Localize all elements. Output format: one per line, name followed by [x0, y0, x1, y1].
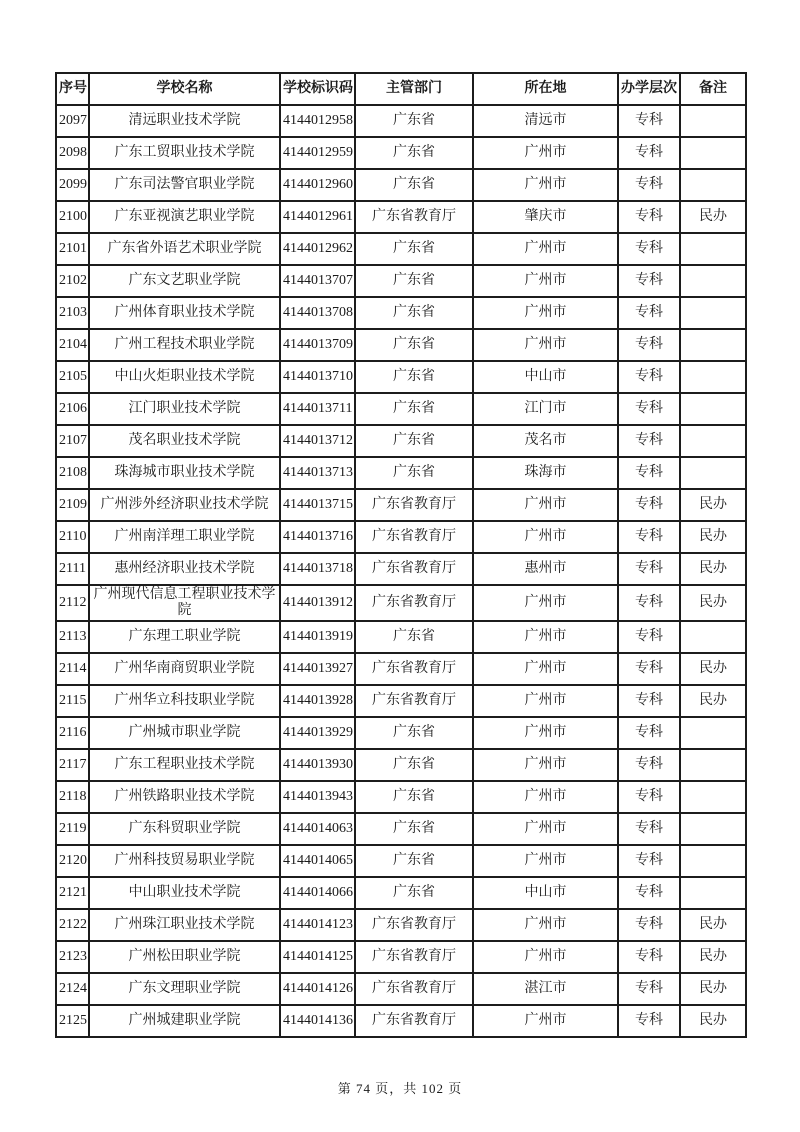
cell-serial-number: 2111 [56, 553, 89, 585]
table-row [56, 297, 746, 329]
cell-school-code: 4144013943 [280, 781, 355, 813]
cell-school-name: 广州华南商贸职业学院 [89, 653, 280, 685]
cell-school-code: 4144014123 [280, 909, 355, 941]
cell-remarks [680, 265, 746, 297]
cell-remarks: 民办 [680, 685, 746, 717]
cell-location: 广州市 [473, 169, 618, 201]
cell-school-code: 4144013713 [280, 457, 355, 489]
cell-location: 广州市 [473, 297, 618, 329]
cell-school-name: 广东亚视演艺职业学院 [89, 201, 280, 233]
cell-education-level: 专科 [618, 521, 680, 553]
cell-school-code: 4144012959 [280, 137, 355, 169]
cell-supervising-department: 广东省教育厅 [355, 585, 473, 621]
cell-education-level: 专科 [618, 233, 680, 265]
table-row [56, 137, 746, 169]
cell-supervising-department: 广东省教育厅 [355, 941, 473, 973]
cell-serial-number: 2114 [56, 653, 89, 685]
cell-school-code: 4144013712 [280, 425, 355, 457]
cell-school-name: 广州松田职业学院 [89, 941, 280, 973]
cell-location: 广州市 [473, 233, 618, 265]
cell-school-name: 广东科贸职业学院 [89, 813, 280, 845]
table-row [56, 521, 746, 553]
cell-location: 广州市 [473, 781, 618, 813]
cell-supervising-department: 广东省 [355, 265, 473, 297]
cell-school-name: 广东工贸职业技术学院 [89, 137, 280, 169]
cell-serial-number: 2097 [56, 105, 89, 137]
cell-supervising-department: 广东省 [355, 233, 473, 265]
cell-supervising-department: 广东省教育厅 [355, 489, 473, 521]
cell-remarks [680, 845, 746, 877]
cell-school-code: 4144013928 [280, 685, 355, 717]
cell-serial-number: 2120 [56, 845, 89, 877]
cell-location: 茂名市 [473, 425, 618, 457]
cell-serial-number: 2118 [56, 781, 89, 813]
table-row [56, 685, 746, 717]
cell-school-name: 广东工程职业技术学院 [89, 749, 280, 781]
cell-supervising-department: 广东省 [355, 457, 473, 489]
cell-remarks: 民办 [680, 1005, 746, 1037]
cell-remarks [680, 393, 746, 425]
cell-school-name: 江门职业技术学院 [89, 393, 280, 425]
cell-location: 广州市 [473, 265, 618, 297]
cell-supervising-department: 广东省教育厅 [355, 685, 473, 717]
cell-remarks: 民办 [680, 521, 746, 553]
cell-serial-number: 2125 [56, 1005, 89, 1037]
cell-school-name: 广州现代信息工程职业技术学院 [89, 585, 280, 621]
cell-supervising-department: 广东省 [355, 393, 473, 425]
cell-serial-number: 2098 [56, 137, 89, 169]
cell-supervising-department: 广东省 [355, 717, 473, 749]
cell-school-code: 4144012962 [280, 233, 355, 265]
cell-school-code: 4144013716 [280, 521, 355, 553]
cell-supervising-department: 广东省 [355, 621, 473, 653]
cell-school-name: 广州铁路职业技术学院 [89, 781, 280, 813]
cell-serial-number: 2104 [56, 329, 89, 361]
cell-education-level: 专科 [618, 621, 680, 653]
cell-school-code: 4144013929 [280, 717, 355, 749]
cell-education-level: 专科 [618, 105, 680, 137]
cell-supervising-department: 广东省 [355, 781, 473, 813]
cell-serial-number: 2124 [56, 973, 89, 1005]
table-row [56, 941, 746, 973]
cell-school-code: 4144013927 [280, 653, 355, 685]
cell-location: 广州市 [473, 749, 618, 781]
cell-education-level: 专科 [618, 329, 680, 361]
cell-school-code: 4144013711 [280, 393, 355, 425]
column-header-remarks: 备注 [680, 73, 746, 105]
cell-serial-number: 2108 [56, 457, 89, 489]
cell-education-level: 专科 [618, 717, 680, 749]
cell-supervising-department: 广东省 [355, 749, 473, 781]
table-row [56, 489, 746, 521]
cell-school-name: 广州南洋理工职业学院 [89, 521, 280, 553]
cell-school-code: 4144013919 [280, 621, 355, 653]
cell-school-code: 4144014066 [280, 877, 355, 909]
cell-location: 广州市 [473, 489, 618, 521]
cell-education-level: 专科 [618, 749, 680, 781]
cell-education-level: 专科 [618, 941, 680, 973]
table-row [56, 169, 746, 201]
cell-location: 江门市 [473, 393, 618, 425]
cell-education-level: 专科 [618, 201, 680, 233]
cell-school-code: 4144012958 [280, 105, 355, 137]
cell-school-name: 广州珠江职业技术学院 [89, 909, 280, 941]
cell-remarks [680, 781, 746, 813]
cell-supervising-department: 广东省教育厅 [355, 521, 473, 553]
cell-location: 广州市 [473, 845, 618, 877]
cell-location: 清远市 [473, 105, 618, 137]
cell-school-code: 4144013718 [280, 553, 355, 585]
cell-serial-number: 2109 [56, 489, 89, 521]
cell-serial-number: 2100 [56, 201, 89, 233]
column-header-supervising-department: 主管部门 [355, 73, 473, 105]
cell-location: 中山市 [473, 361, 618, 393]
cell-location: 珠海市 [473, 457, 618, 489]
cell-serial-number: 2122 [56, 909, 89, 941]
cell-education-level: 专科 [618, 297, 680, 329]
cell-school-name: 广东省外语艺术职业学院 [89, 233, 280, 265]
cell-education-level: 专科 [618, 1005, 680, 1037]
cell-supervising-department: 广东省 [355, 329, 473, 361]
cell-school-code: 4144014065 [280, 845, 355, 877]
cell-remarks [680, 297, 746, 329]
cell-remarks [680, 457, 746, 489]
table-row [56, 909, 746, 941]
cell-education-level: 专科 [618, 877, 680, 909]
cell-remarks [680, 425, 746, 457]
table-row [56, 717, 746, 749]
cell-remarks: 民办 [680, 553, 746, 585]
column-header-serial-number: 序号 [56, 73, 89, 105]
cell-education-level: 专科 [618, 489, 680, 521]
cell-education-level: 专科 [618, 169, 680, 201]
cell-location: 广州市 [473, 813, 618, 845]
cell-supervising-department: 广东省 [355, 845, 473, 877]
cell-remarks: 民办 [680, 201, 746, 233]
cell-location: 广州市 [473, 1005, 618, 1037]
school-table-body [56, 105, 746, 1037]
cell-remarks [680, 169, 746, 201]
cell-location: 广州市 [473, 653, 618, 685]
cell-education-level: 专科 [618, 781, 680, 813]
cell-serial-number: 2116 [56, 717, 89, 749]
cell-remarks [680, 233, 746, 265]
table-row [56, 973, 746, 1005]
cell-school-code: 4144013708 [280, 297, 355, 329]
school-table [55, 72, 747, 1038]
table-row [56, 845, 746, 877]
cell-supervising-department: 广东省教育厅 [355, 909, 473, 941]
cell-school-name: 广州工程技术职业学院 [89, 329, 280, 361]
table-row [56, 749, 746, 781]
table-row [56, 553, 746, 585]
cell-education-level: 专科 [618, 973, 680, 1005]
column-header-school-code: 学校标识码 [280, 73, 355, 105]
cell-location: 广州市 [473, 909, 618, 941]
cell-supervising-department: 广东省 [355, 105, 473, 137]
cell-serial-number: 2119 [56, 813, 89, 845]
cell-school-code: 4144013715 [280, 489, 355, 521]
cell-location: 广州市 [473, 621, 618, 653]
cell-remarks: 民办 [680, 941, 746, 973]
cell-school-name: 广州科技贸易职业学院 [89, 845, 280, 877]
cell-serial-number: 2106 [56, 393, 89, 425]
cell-supervising-department: 广东省 [355, 137, 473, 169]
table-row [56, 361, 746, 393]
cell-school-name: 惠州经济职业技术学院 [89, 553, 280, 585]
cell-school-name: 广州城建职业学院 [89, 1005, 280, 1037]
cell-education-level: 专科 [618, 265, 680, 297]
cell-remarks: 民办 [680, 585, 746, 621]
cell-school-name: 清远职业技术学院 [89, 105, 280, 137]
cell-school-name: 广州华立科技职业学院 [89, 685, 280, 717]
cell-remarks [680, 749, 746, 781]
column-header-location: 所在地 [473, 73, 618, 105]
cell-serial-number: 2121 [56, 877, 89, 909]
cell-school-name: 茂名职业技术学院 [89, 425, 280, 457]
cell-education-level: 专科 [618, 457, 680, 489]
cell-remarks [680, 877, 746, 909]
table-row [56, 329, 746, 361]
cell-supervising-department: 广东省教育厅 [355, 653, 473, 685]
cell-location: 广州市 [473, 685, 618, 717]
cell-supervising-department: 广东省 [355, 169, 473, 201]
cell-school-code: 4144014126 [280, 973, 355, 1005]
cell-education-level: 专科 [618, 361, 680, 393]
cell-remarks [680, 137, 746, 169]
cell-education-level: 专科 [618, 813, 680, 845]
cell-remarks [680, 717, 746, 749]
cell-serial-number: 2110 [56, 521, 89, 553]
cell-school-code: 4144013930 [280, 749, 355, 781]
cell-education-level: 专科 [618, 393, 680, 425]
cell-supervising-department: 广东省教育厅 [355, 201, 473, 233]
cell-supervising-department: 广东省 [355, 425, 473, 457]
cell-remarks [680, 329, 746, 361]
table-row [56, 105, 746, 137]
cell-location: 湛江市 [473, 973, 618, 1005]
cell-education-level: 专科 [618, 909, 680, 941]
cell-school-name: 广东司法警官职业学院 [89, 169, 280, 201]
cell-location: 惠州市 [473, 553, 618, 585]
cell-serial-number: 2113 [56, 621, 89, 653]
table-row [56, 781, 746, 813]
cell-remarks [680, 105, 746, 137]
table-row [56, 233, 746, 265]
cell-remarks [680, 361, 746, 393]
cell-location: 广州市 [473, 585, 618, 621]
cell-school-name: 广州城市职业学院 [89, 717, 280, 749]
cell-remarks [680, 621, 746, 653]
table-row [56, 393, 746, 425]
cell-serial-number: 2123 [56, 941, 89, 973]
cell-education-level: 专科 [618, 845, 680, 877]
cell-school-code: 4144012961 [280, 201, 355, 233]
cell-school-code: 4144014125 [280, 941, 355, 973]
table-row [56, 877, 746, 909]
cell-serial-number: 2101 [56, 233, 89, 265]
table-row [56, 425, 746, 457]
cell-education-level: 专科 [618, 685, 680, 717]
cell-education-level: 专科 [618, 137, 680, 169]
cell-school-code: 4144013709 [280, 329, 355, 361]
cell-supervising-department: 广东省 [355, 813, 473, 845]
cell-remarks: 民办 [680, 909, 746, 941]
cell-education-level: 专科 [618, 653, 680, 685]
cell-supervising-department: 广东省教育厅 [355, 1005, 473, 1037]
cell-school-code: 4144013710 [280, 361, 355, 393]
cell-school-code: 4144012960 [280, 169, 355, 201]
cell-remarks [680, 813, 746, 845]
cell-remarks: 民办 [680, 973, 746, 1005]
cell-location: 中山市 [473, 877, 618, 909]
page-footer: 第 74 页，共 102 页 [337, 1081, 463, 1096]
table-row [56, 201, 746, 233]
cell-school-code: 4144014136 [280, 1005, 355, 1037]
cell-school-name: 广东文艺职业学院 [89, 265, 280, 297]
cell-serial-number: 2099 [56, 169, 89, 201]
cell-school-name: 广东理工职业学院 [89, 621, 280, 653]
cell-education-level: 专科 [618, 585, 680, 621]
cell-remarks: 民办 [680, 489, 746, 521]
cell-location: 广州市 [473, 717, 618, 749]
column-header-education-level: 办学层次 [618, 73, 680, 105]
table-row [56, 457, 746, 489]
cell-education-level: 专科 [618, 553, 680, 585]
table-header-row [56, 73, 746, 105]
cell-school-name: 珠海城市职业技术学院 [89, 457, 280, 489]
cell-supervising-department: 广东省 [355, 361, 473, 393]
cell-serial-number: 2107 [56, 425, 89, 457]
cell-serial-number: 2112 [56, 585, 89, 621]
cell-location: 广州市 [473, 329, 618, 361]
cell-supervising-department: 广东省教育厅 [355, 973, 473, 1005]
table-row [56, 813, 746, 845]
column-header-school-name: 学校名称 [89, 73, 280, 105]
table-row [56, 265, 746, 297]
cell-school-code: 4144013912 [280, 585, 355, 621]
cell-supervising-department: 广东省 [355, 877, 473, 909]
cell-school-name: 中山火炬职业技术学院 [89, 361, 280, 393]
cell-school-name: 中山职业技术学院 [89, 877, 280, 909]
table-row [56, 621, 746, 653]
cell-supervising-department: 广东省教育厅 [355, 553, 473, 585]
cell-remarks: 民办 [680, 653, 746, 685]
table-row [56, 585, 746, 621]
cell-serial-number: 2105 [56, 361, 89, 393]
cell-school-name: 广东文理职业学院 [89, 973, 280, 1005]
table-row [56, 653, 746, 685]
cell-location: 广州市 [473, 137, 618, 169]
cell-serial-number: 2115 [56, 685, 89, 717]
cell-serial-number: 2103 [56, 297, 89, 329]
cell-school-name: 广州体育职业技术学院 [89, 297, 280, 329]
cell-school-code: 4144014063 [280, 813, 355, 845]
table-row [56, 1005, 746, 1037]
cell-serial-number: 2102 [56, 265, 89, 297]
cell-location: 肇庆市 [473, 201, 618, 233]
cell-education-level: 专科 [618, 425, 680, 457]
cell-serial-number: 2117 [56, 749, 89, 781]
cell-location: 广州市 [473, 941, 618, 973]
cell-school-code: 4144013707 [280, 265, 355, 297]
cell-location: 广州市 [473, 521, 618, 553]
cell-supervising-department: 广东省 [355, 297, 473, 329]
cell-school-name: 广州涉外经济职业技术学院 [89, 489, 280, 521]
